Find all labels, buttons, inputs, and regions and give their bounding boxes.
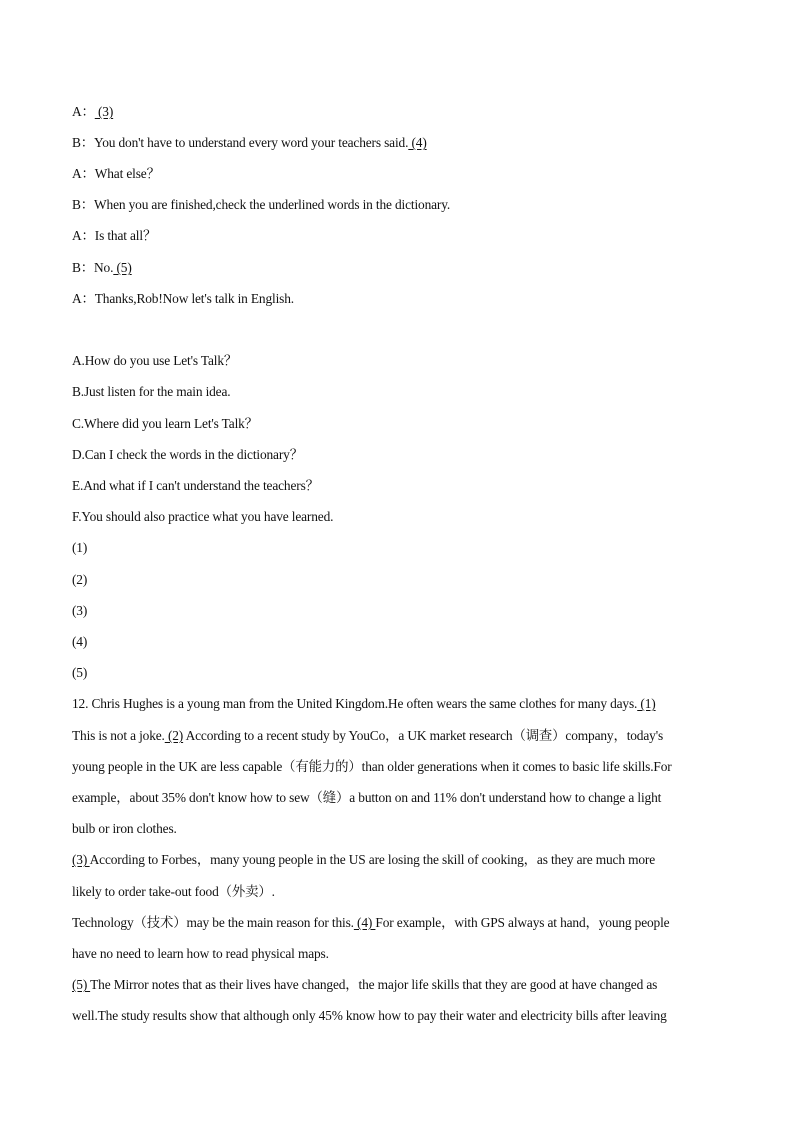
answer-blank: (3) [72, 852, 90, 867]
option-c: C.Where did you learn Let's Talk？ [72, 416, 258, 431]
answer-slot-2: (2) [72, 572, 88, 587]
passage-text: The Mirror notes that as their lives have changed，the major life skills that they are good at have changed as [90, 977, 658, 992]
passage-text: For example，with GPS always at hand，young people [375, 915, 670, 930]
passage-text: Technology（技术）may be the main reason for this. [72, 915, 354, 930]
passage-line: have no need to learn how to read physical maps. [72, 946, 329, 961]
dialogue-text: Thanks,Rob!Now let's talk in English. [94, 291, 294, 306]
option-b: B.Just listen for the main idea. [72, 384, 231, 399]
passage-line [72, 851, 655, 869]
dialogue-line [72, 103, 113, 121]
dialogue-line [72, 134, 427, 152]
speaker-label: B： [72, 260, 95, 275]
speaker-label: A： [72, 291, 95, 306]
passage-text: According to Forbes，many young people in the US are losing the skill of cooking，as they are much more [89, 852, 655, 867]
passage-text: This is not a joke. [72, 728, 165, 743]
dialogue-line [72, 165, 160, 183]
passage-line [72, 914, 669, 932]
passage-line: example，about 35% don't know how to sew（缝）a button on and 11% don't understand how to change a light [72, 790, 662, 805]
dialogue-text: No. [94, 260, 114, 275]
option-d: D.Can I check the words in the dictionary？ [72, 447, 303, 462]
dialogue-line [72, 290, 294, 308]
option-f: F.You should also practice what you have learned. [72, 509, 334, 524]
dialogue-text: When you are finished,check the underlined words in the dictionary. [94, 197, 451, 212]
option-e: E.And what if I can't understand the teachers？ [72, 478, 319, 493]
passage-line: likely to order take-out food（外卖）. [72, 884, 275, 899]
speaker-label: A： [72, 228, 95, 243]
answer-blank: (5) [113, 260, 132, 275]
answer-slot-4: (4) [72, 634, 88, 649]
speaker-label: B： [72, 135, 95, 150]
answer-blank: (4) [408, 135, 427, 150]
speaker-label: B： [72, 197, 95, 212]
speaker-label: A： [72, 104, 95, 119]
answer-blank: (5) [72, 977, 91, 992]
passage-text: According to a recent study by YouCo，a UK market research（调查）company，today's [183, 728, 664, 743]
passage-line [72, 976, 657, 994]
passage-line: young people in the UK are less capable（有能力的）than older generations when it comes to basic life skills.For [72, 759, 672, 774]
question-number: 12. [72, 696, 89, 711]
passage-line [72, 695, 656, 713]
passage-line: bulb or iron clothes. [72, 821, 177, 836]
answer-slot-3: (3) [72, 603, 88, 618]
dialogue-line [72, 227, 156, 245]
passage-line: well.The study results show that although only 45% know how to pay their water and electricity bills after leaving [72, 1008, 667, 1023]
passage-line [72, 727, 663, 745]
answer-blank: (3) [94, 104, 114, 119]
answer-slot-1: (1) [72, 540, 88, 555]
dialogue-line [72, 259, 132, 277]
dialogue-text: Is that all？ [94, 228, 157, 243]
dialogue-text: You don't have to understand every word your teachers said. [94, 135, 409, 150]
dialogue-line [72, 196, 450, 214]
option-a: A.How do you use Let's Talk？ [72, 353, 238, 368]
answer-blank: (4) [353, 915, 376, 930]
answer-blank: (2) [164, 728, 184, 743]
dialogue-text: What else？ [94, 166, 160, 181]
passage-text: Chris Hughes is a young man from the United Kingdom.He often wears the same clothes for many days. [88, 696, 638, 711]
answer-slot-5: (5) [72, 665, 88, 680]
answer-blank: (1) [637, 696, 656, 711]
speaker-label: A： [72, 166, 95, 181]
